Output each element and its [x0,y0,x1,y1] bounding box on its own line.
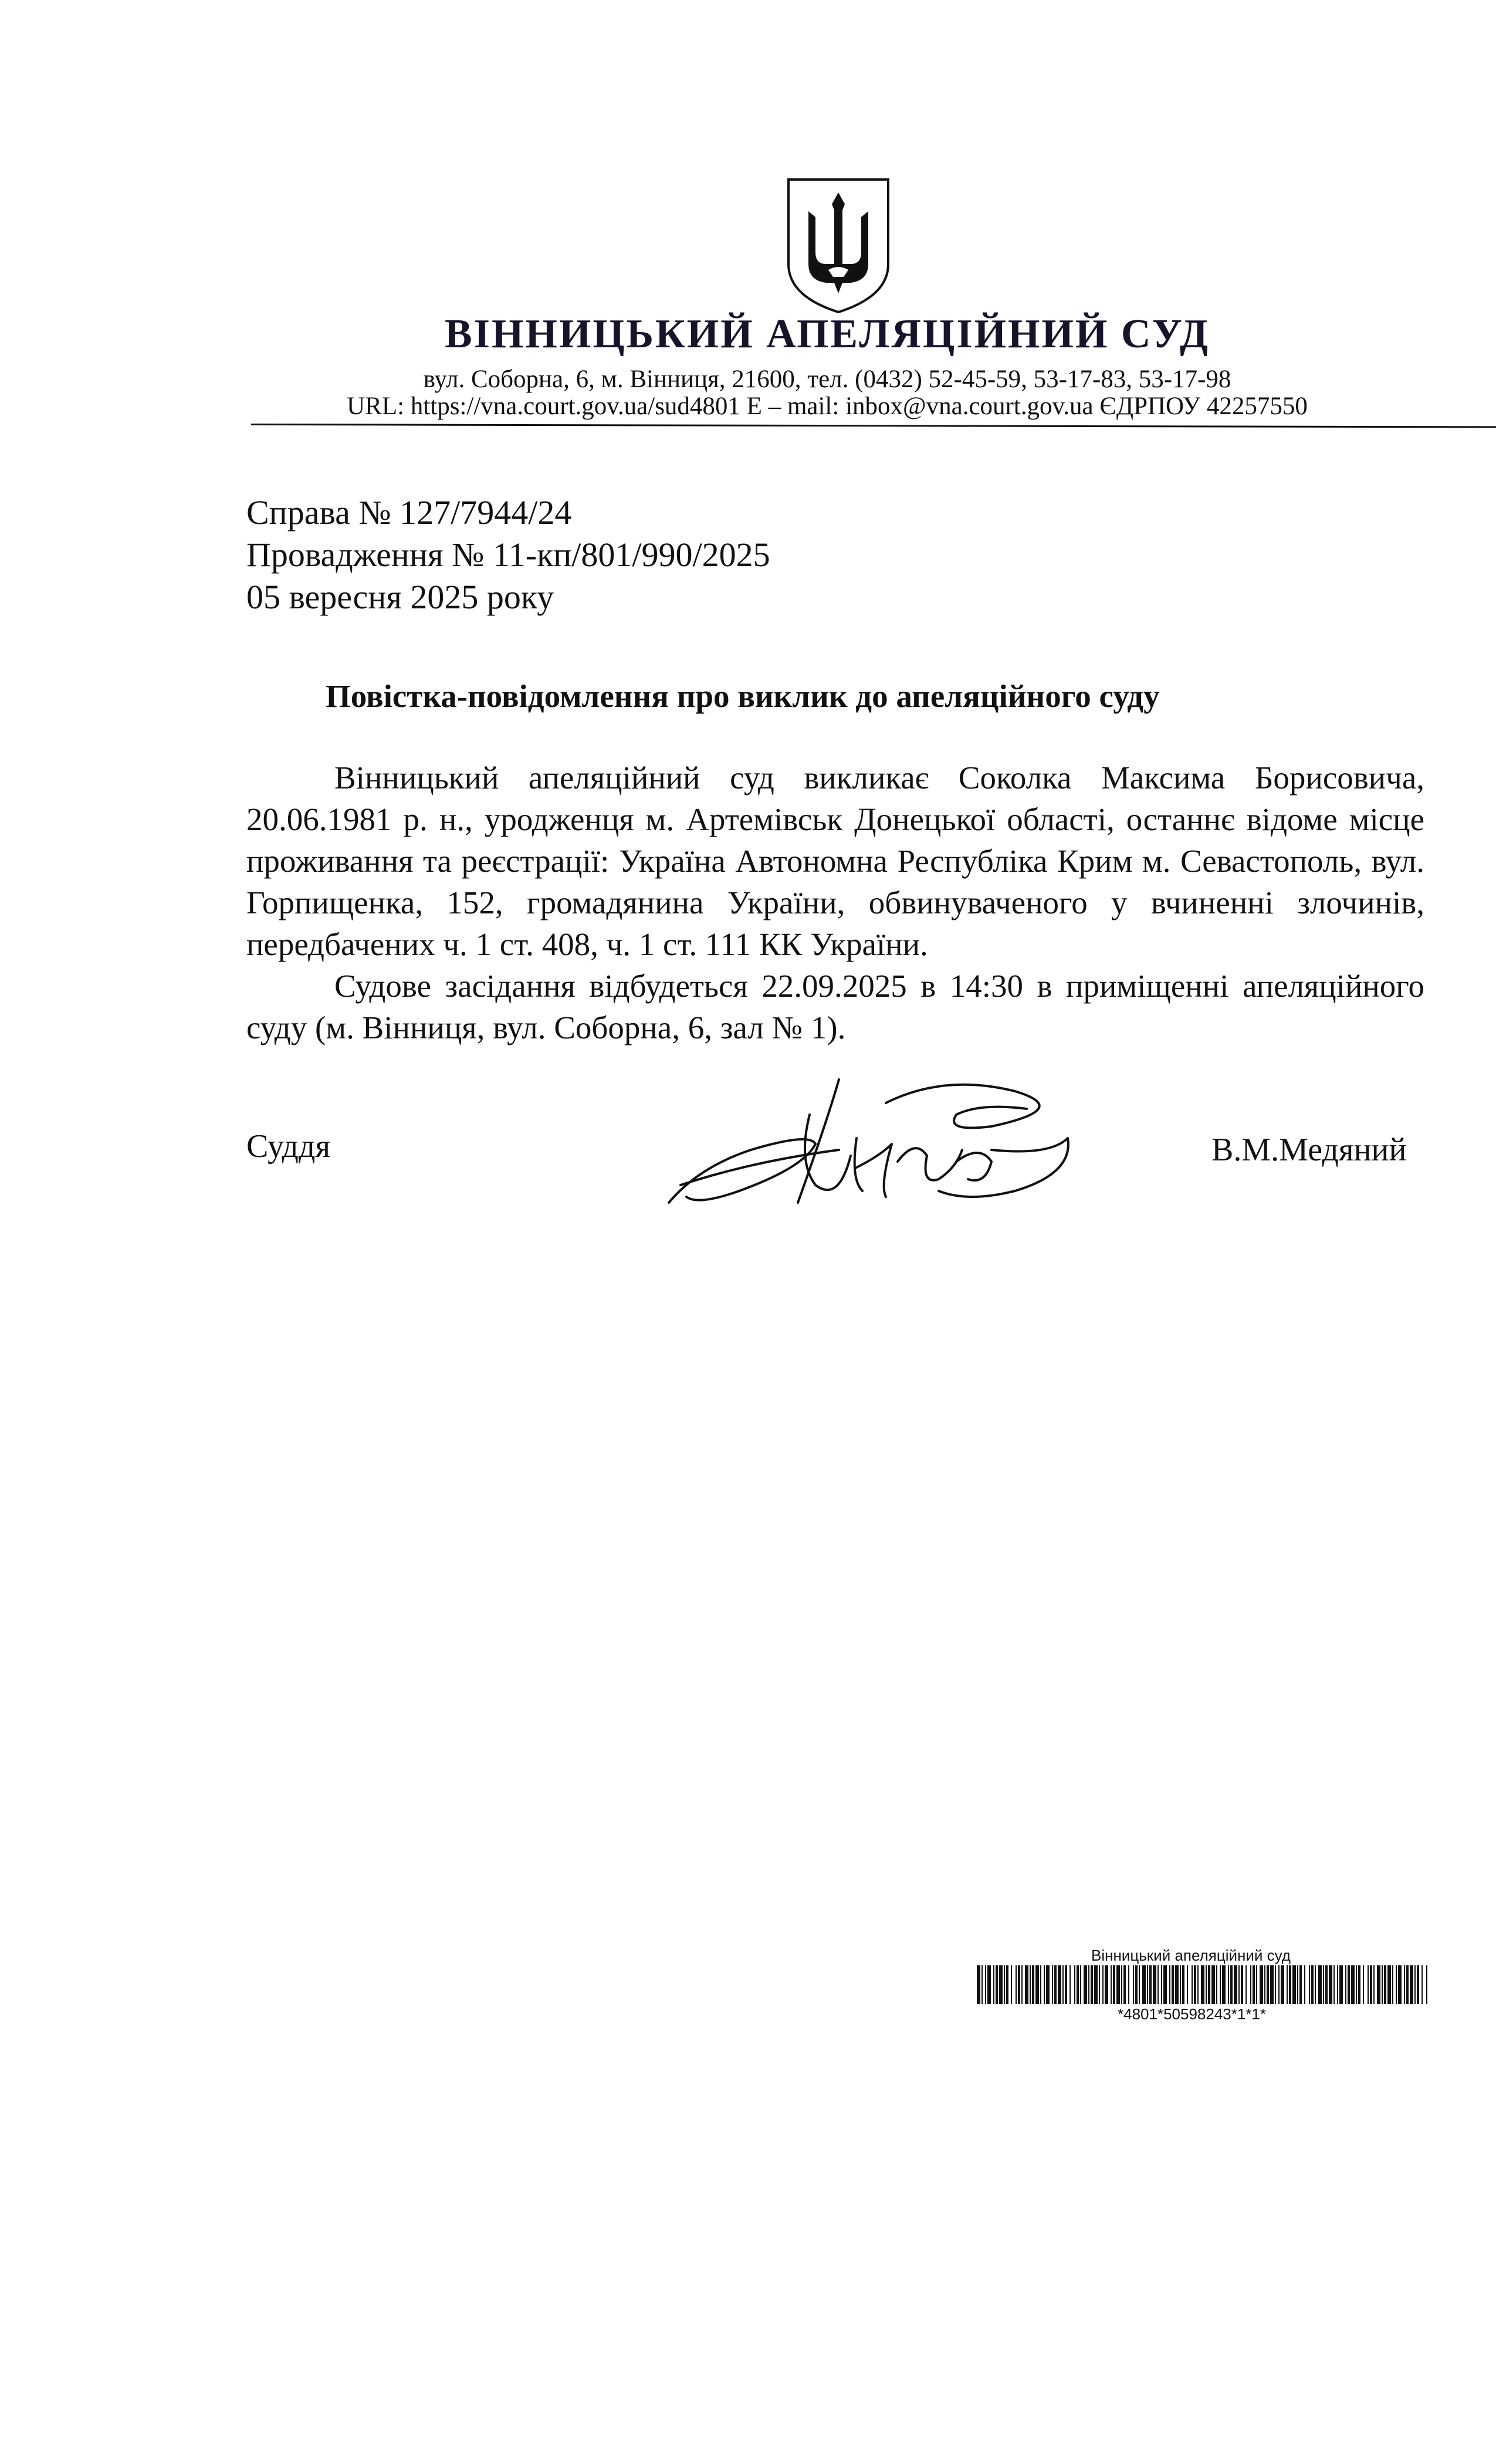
court-address: вул. Соборна, 6, м. Вінниця, 21600, тел. (0432) 52-45-59, 53-17-83, 53-17-98 [423,365,1231,393]
body-paragraph-hearing: Судове засідання відбудеться 22.09.2025 в 14:30 в приміщенні апеляційного суду (м. Вінниця, вул. Соборна, 6, зал № 1). [246,968,1424,1045]
signer-name: В.М.Медяний [1211,1132,1407,1168]
signer-role: Суддя [246,1128,331,1165]
barcode [977,1965,1429,2004]
document-date: 05 вересня 2025 року [246,578,554,616]
barcode-label: Вінницький апеляційний суд [1091,1947,1291,1964]
barcode-number: *4801*50598243*1*1* [1118,2005,1267,2023]
document-body [246,757,1424,1048]
court-contacts: URL: https://vna.court.gov.ua/sud4801 E – mail: inbox@vna.court.gov.ua ЄДРПОУ 42257550 [347,392,1308,420]
proceeding-number: Провадження № 11-кп/801/990/2025 [246,536,770,574]
handwritten-signature [663,1068,1109,1214]
header-divider [251,424,1496,428]
body-paragraph-summons: Вінницький апеляційний суд викликає Соколка Максима Борисовича, 20.06.1981 р. н., уродженця м. Артемівськ Донецької області, останнє відоме місце проживання та реєстрації: Україна Автономна Республіка Крим м. Севастополь, вул. Горпищенка, 152, громадянина України, обвинуваченого у вчиненні злочинів, передбачених ч. 1 ст. 408, ч. 1 ст. 111 КК України. [246,760,1424,962]
court-name: ВІННИЦЬКИЙ АПЕЛЯЦІЙНИЙ СУД [445,312,1210,357]
case-number: Справа № 127/7944/24 [246,493,572,532]
document-title: Повістка-повідомлення про виклик до апеляційного суду [326,678,1160,714]
coat-of-arms-icon [785,176,892,314]
